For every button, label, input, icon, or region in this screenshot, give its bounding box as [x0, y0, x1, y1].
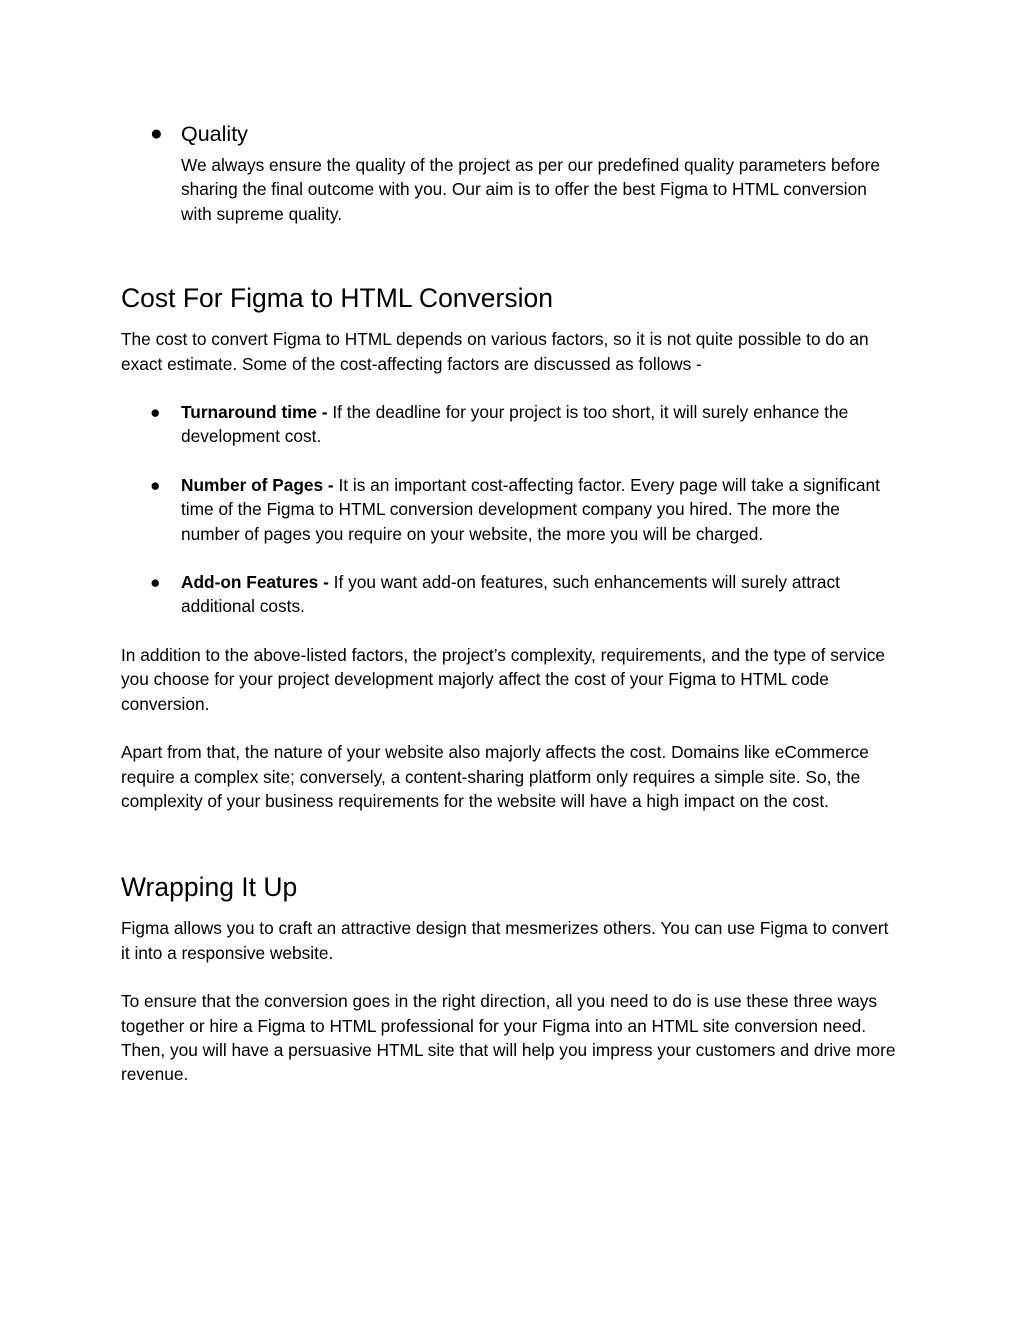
factor-description: It is an important cost-affecting factor. Every page will take a significant time of the Figma to HTML conversion development company you hired. The more the number of pages you require on your website, the more you will be charged. — [181, 474, 880, 544]
factor-item-addons — [121, 570, 901, 619]
bullet-icon: ● — [150, 474, 161, 495]
factor-term: Add-on Features - — [181, 572, 329, 593]
bullet-icon: ● — [150, 402, 161, 423]
quality-section — [121, 118, 901, 226]
factor-description: If the deadline for your project is too short, it will surely enhance the development cost. — [181, 402, 849, 447]
bullet-icon: ● — [150, 572, 161, 593]
wrap-heading: Wrapping It Up — [121, 872, 298, 903]
factor-item-pages — [121, 473, 901, 546]
quality-title: Quality — [181, 122, 248, 146]
factor-item-turnaround — [121, 400, 901, 449]
cost-paragraph-3: Apart from that, the nature of your website also majorly affects the cost. Domains like eCommerce require a complex site; conversely, a content-sharing platform only requires a simple site. So, the complexity of your business requirements for the website will have a high impact on the cost. — [121, 742, 869, 811]
wrap-paragraph-1: Figma allows you to craft an attractive design that mesmerizes others. You can use Figma to convert it into a responsive website. — [121, 918, 889, 963]
document-page — [121, 118, 901, 1087]
factor-text — [181, 473, 901, 546]
factor-text — [181, 400, 901, 449]
factor-term: Number of Pages - — [181, 474, 334, 495]
factor-description: If you want add-on features, such enhancements will surely attract additional costs. — [181, 572, 840, 617]
cost-intro: The cost to convert Figma to HTML depends on various factors, so it is not quite possible to do an exact estimate. Some of the cost-affecting factors are discussed as follows - — [121, 329, 869, 374]
cost-paragraph-2: In addition to the above-listed factors, the project’s complexity, requirements, and the type of service you choose for your project development majorly affect the cost of your Figma to HTML code conversion. — [121, 644, 885, 714]
bullet-icon: ● — [150, 122, 163, 145]
factor-term: Turnaround time - — [181, 402, 328, 423]
quality-body: We always ensure the quality of the project as per our predefined quality parameters before sharing the final outcome with you. Our aim is to offer the best Figma to HTML conversion with supreme quality. — [181, 155, 881, 224]
factor-text — [181, 570, 901, 619]
cost-heading: Cost For Figma to HTML Conversion — [121, 283, 553, 314]
wrap-paragraph-2: To ensure that the conversion goes in the right direction, all you need to do is use these three ways together or hire a Figma to HTML professional for your Figma into an HTML site conversion need. Then, you will have a persuasive HTML site that will help you impress your customers and drive more revenue. — [121, 991, 896, 1085]
